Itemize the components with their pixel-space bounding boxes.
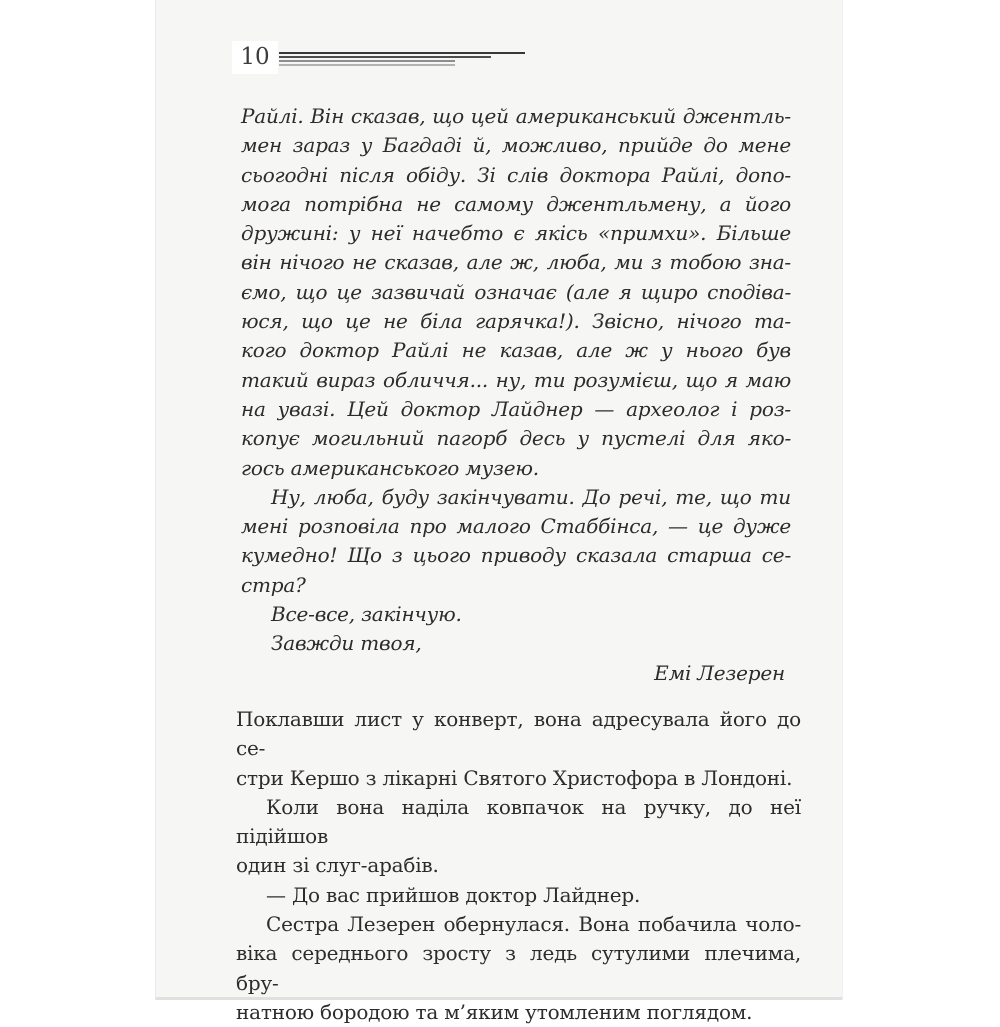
text-line: стра? (241, 572, 306, 597)
letter-paragraph-1 (236, 102, 801, 483)
header-ornament (279, 52, 525, 66)
page-text (236, 102, 801, 1027)
text-line: кумедно! Що з цього приводу сказала старша се- (241, 543, 791, 568)
page-number: 10 (232, 41, 278, 74)
body-paragraph-4 (236, 910, 801, 1027)
ornament-line-4 (279, 64, 455, 66)
body-paragraph-2 (236, 793, 801, 881)
text-line: юся, що це не біла гарячка!). Звісно, нічого та- (241, 309, 791, 334)
letter-closing-line-1 (236, 600, 801, 629)
letter-paragraph-2 (236, 483, 801, 600)
book-page (155, 0, 843, 1024)
text-line: Поклавши лист у конверт, вона адресувала його до се- (236, 706, 801, 761)
text-line: мога потрібна не самому джентльмену, а його (241, 191, 791, 216)
text-line: він нічого не сказав, але ж, люба, ми з тобою зна- (241, 250, 791, 275)
text-line: кого доктор Райлі не казав, але ж у нього був (241, 338, 791, 363)
text-line: Сестра Лезерен обернулася. Вона побачила чоло- (266, 912, 801, 937)
letter-signature (236, 659, 801, 688)
text-line: Коли вона наділа ковпачок на ручку, до неї підійшов (236, 794, 801, 849)
text-line: копує могильний пагорб десь у пустелі для яко- (241, 426, 791, 451)
text-line: віка середнього зросту з ледь сутулими плечима, бру- (236, 941, 801, 995)
text-line: на увазі. Цей доктор Лайднер — археолог і роз- (241, 396, 791, 421)
ornament-line-3 (279, 60, 455, 62)
text-line: Ну, люба, буду закінчувати. До речі, те, що ти (271, 484, 791, 509)
body-paragraph-1 (236, 705, 801, 793)
ornament-line-2 (279, 56, 491, 58)
text-line: один зі слуг-арабів. (236, 853, 439, 878)
text-line: Райлі. Він сказав, що цей американський джентль- (241, 104, 791, 128)
text-line: Все-все, закінчую. (271, 602, 462, 627)
text-line: Завжди твоя, (271, 631, 422, 656)
letter-closing-line-2 (236, 629, 801, 658)
text-line: Емі Лезерен (654, 660, 785, 685)
text-line: мен зараз у Багдаді й, можливо, прийде до мене (241, 133, 791, 158)
text-line: натною бородою та м’яким утомленим поглядом. (236, 999, 753, 1024)
ornament-line-1 (279, 52, 525, 54)
text-line: стри Кершо з лікарні Святого Христофора в Лондоні. (236, 765, 793, 790)
text-line: сьогодні після обіду. Зі слів доктора Райлі, допо- (241, 162, 791, 187)
text-line: ємо, що це зазвичай означає (але я щиро сподіва- (241, 279, 791, 304)
text-line: дружині: у неї начебто є якісь «примхи». Більше (241, 221, 791, 246)
body-paragraph-3 (236, 881, 801, 910)
text-line: гось американського музею. (241, 455, 539, 480)
text-line: такий вираз обличчя... ну, ти розумієш, що я маю (241, 367, 791, 392)
text-line: — До вас прийшов доктор Лайднер. (266, 882, 641, 907)
text-line: мені розповіла про малого Стаббінса, — це дуже (241, 514, 791, 539)
